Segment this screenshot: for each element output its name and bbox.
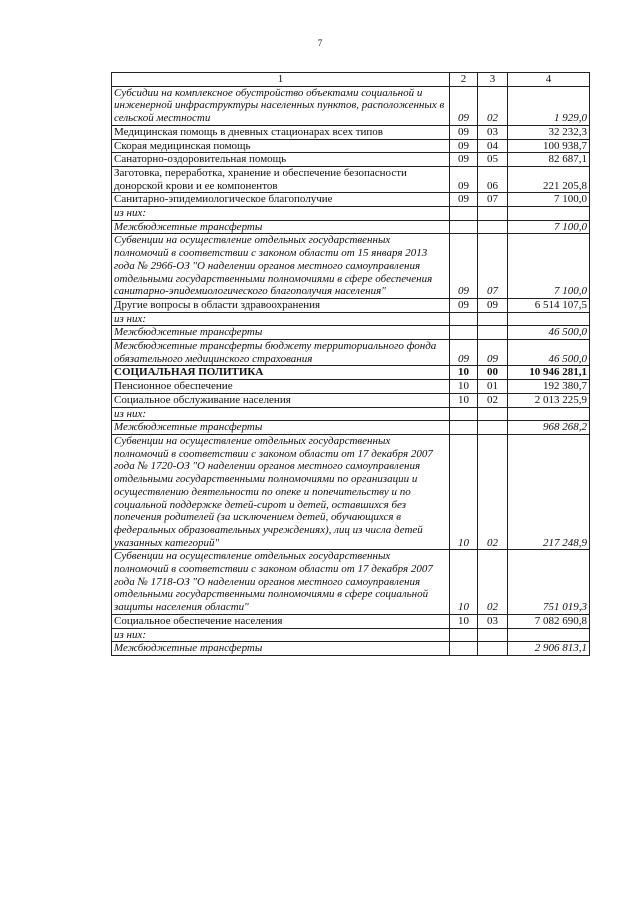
row-amount: 2 906 813,1 [508, 642, 590, 656]
row-amount: 751 019,3 [508, 550, 590, 615]
table-row [112, 326, 590, 340]
row-subsection-code [478, 628, 508, 642]
row-name-cell: Субвенции на осуществление отдельных государственных полномочий в соответствии с законом области от 17 декабря 2007 года № 1718-ОЗ "О наделении органов местного самоуправления отдельными государственными полномочиями в сфере социальной защиты населения области" [112, 550, 450, 615]
row-subsection-code: 06 [478, 166, 508, 192]
row-section-code: 09 [450, 340, 478, 366]
row-name-cell: из них: [112, 207, 450, 221]
row-amount [508, 407, 590, 421]
row-amount: 46 500,0 [508, 326, 590, 340]
table-row [112, 153, 590, 167]
table-row [112, 614, 590, 628]
row-amount: 6 514 107,5 [508, 298, 590, 312]
row-name-cell: Межбюджетные трансферты бюджету территориального фонда обязательного медицинского страхования [112, 340, 450, 366]
row-amount: 46 500,0 [508, 340, 590, 366]
row-name-cell: Санитарно-эпидемиологическое благополучие [112, 193, 450, 207]
header-col-4: 4 [508, 73, 590, 87]
table-body [112, 73, 590, 656]
row-amount: 7 100,0 [508, 234, 590, 299]
row-section-code [450, 642, 478, 656]
row-section-code: 10 [450, 380, 478, 394]
row-section-code: 10 [450, 614, 478, 628]
row-amount: 2 013 225,9 [508, 393, 590, 407]
row-name-cell: Межбюджетные трансферты [112, 220, 450, 234]
row-section-code: 10 [450, 366, 478, 380]
row-name-cell: Заготовка, переработка, хранение и обеспечение безопасности донорской крови и ее компонентов [112, 166, 450, 192]
row-name-cell: Субвенции на осуществление отдельных государственных полномочий в соответствии с законом области от 17 декабря 2007 года № 1720-ОЗ "О наделении органов местного самоуправления отдельными государственными полномочиями по организации и осуществлению деятельности по опеке и попечительству и по социальной поддержке детей-сирот и детей, оставшихся без попечения родителей (за исключением детей, обучающихся в федеральных образовательных учреждениях), лиц из числа детей указанных категорий" [112, 434, 450, 549]
table-row [112, 125, 590, 139]
row-name-cell: Межбюджетные трансферты [112, 421, 450, 435]
row-amount [508, 312, 590, 326]
row-subsection-code [478, 220, 508, 234]
row-name-cell: из них: [112, 628, 450, 642]
table-row [112, 340, 590, 366]
table-row [112, 298, 590, 312]
table-row [112, 193, 590, 207]
row-section-code: 09 [450, 153, 478, 167]
row-subsection-code [478, 326, 508, 340]
row-section-code [450, 407, 478, 421]
row-subsection-code: 03 [478, 614, 508, 628]
table-row [112, 421, 590, 435]
table-row [112, 366, 590, 380]
budget-table [111, 72, 590, 656]
row-name-cell: Социальное обслуживание населения [112, 393, 450, 407]
table-row [112, 393, 590, 407]
row-subsection-code: 02 [478, 393, 508, 407]
row-name-cell: Социальное обеспечение населения [112, 614, 450, 628]
row-section-code: 10 [450, 393, 478, 407]
table-row [112, 312, 590, 326]
table-row [112, 139, 590, 153]
row-section-code: 09 [450, 86, 478, 125]
header-col-1: 1 [112, 73, 450, 87]
row-amount: 7 082 690,8 [508, 614, 590, 628]
header-col-3: 3 [478, 73, 508, 87]
table-row [112, 434, 590, 549]
row-name-cell: Скорая медицинская помощь [112, 139, 450, 153]
row-name-cell: СОЦИАЛЬНАЯ ПОЛИТИКА [112, 366, 450, 380]
row-amount: 1 929,0 [508, 86, 590, 125]
row-subsection-code: 07 [478, 193, 508, 207]
row-section-code: 10 [450, 550, 478, 615]
table-row [112, 166, 590, 192]
row-amount: 7 100,0 [508, 220, 590, 234]
table-row [112, 550, 590, 615]
table-header-row [112, 73, 590, 87]
row-amount: 192 380,7 [508, 380, 590, 394]
row-name-cell: из них: [112, 407, 450, 421]
row-subsection-code: 03 [478, 125, 508, 139]
row-subsection-code [478, 312, 508, 326]
row-subsection-code [478, 421, 508, 435]
row-subsection-code: 02 [478, 550, 508, 615]
row-subsection-code [478, 407, 508, 421]
row-amount: 100 938,7 [508, 139, 590, 153]
row-amount: 82 687,1 [508, 153, 590, 167]
row-name-cell: Межбюджетные трансферты [112, 642, 450, 656]
row-name-cell: Субвенции на осуществление отдельных государственных полномочий в соответствии с законом области от 15 января 2013 года № 2966-ОЗ "О наделении органов местного самоуправления отдельными государственными полномочиями в сфере обеспечения санитарно-эпидемиологического благополучия населения" [112, 234, 450, 299]
row-section-code: 09 [450, 125, 478, 139]
row-subsection-code [478, 642, 508, 656]
row-amount [508, 628, 590, 642]
table-row [112, 86, 590, 125]
row-name-cell: Медицинская помощь в дневных стационарах всех типов [112, 125, 450, 139]
row-subsection-code: 01 [478, 380, 508, 394]
table-row [112, 407, 590, 421]
row-subsection-code: 02 [478, 86, 508, 125]
table-row [112, 380, 590, 394]
row-name-cell: Пенсионное обеспечение [112, 380, 450, 394]
row-section-code: 09 [450, 193, 478, 207]
row-amount: 32 232,3 [508, 125, 590, 139]
row-section-code: 09 [450, 298, 478, 312]
row-amount: 221 205,8 [508, 166, 590, 192]
row-name-cell: из них: [112, 312, 450, 326]
row-section-code: 09 [450, 166, 478, 192]
table-row [112, 207, 590, 221]
row-subsection-code: 07 [478, 234, 508, 299]
row-subsection-code: 02 [478, 434, 508, 549]
row-name-cell: Субсидии на комплексное обустройство объектами социальной и инженерной инфраструктуры населенных пунктов, расположенных в сельской местности [112, 86, 450, 125]
row-amount [508, 207, 590, 221]
row-name-cell: Санаторно-оздоровительная помощь [112, 153, 450, 167]
table-row [112, 628, 590, 642]
header-col-2: 2 [450, 73, 478, 87]
page-number: 7 [317, 38, 323, 48]
row-subsection-code: 04 [478, 139, 508, 153]
row-section-code [450, 207, 478, 221]
row-section-code [450, 628, 478, 642]
row-subsection-code: 09 [478, 340, 508, 366]
row-subsection-code: 00 [478, 366, 508, 380]
row-amount: 10 946 281,1 [508, 366, 590, 380]
table-row [112, 220, 590, 234]
row-amount: 7 100,0 [508, 193, 590, 207]
row-section-code [450, 421, 478, 435]
row-subsection-code [478, 207, 508, 221]
table-row [112, 642, 590, 656]
row-section-code: 09 [450, 234, 478, 299]
row-amount: 968 268,2 [508, 421, 590, 435]
row-subsection-code: 09 [478, 298, 508, 312]
row-section-code: 09 [450, 139, 478, 153]
row-section-code [450, 312, 478, 326]
row-section-code: 10 [450, 434, 478, 549]
row-name-cell: Межбюджетные трансферты [112, 326, 450, 340]
row-subsection-code: 05 [478, 153, 508, 167]
row-name-cell: Другие вопросы в области здравоохранения [112, 298, 450, 312]
row-section-code [450, 220, 478, 234]
row-section-code [450, 326, 478, 340]
table-row [112, 234, 590, 299]
row-amount: 217 248,9 [508, 434, 590, 549]
